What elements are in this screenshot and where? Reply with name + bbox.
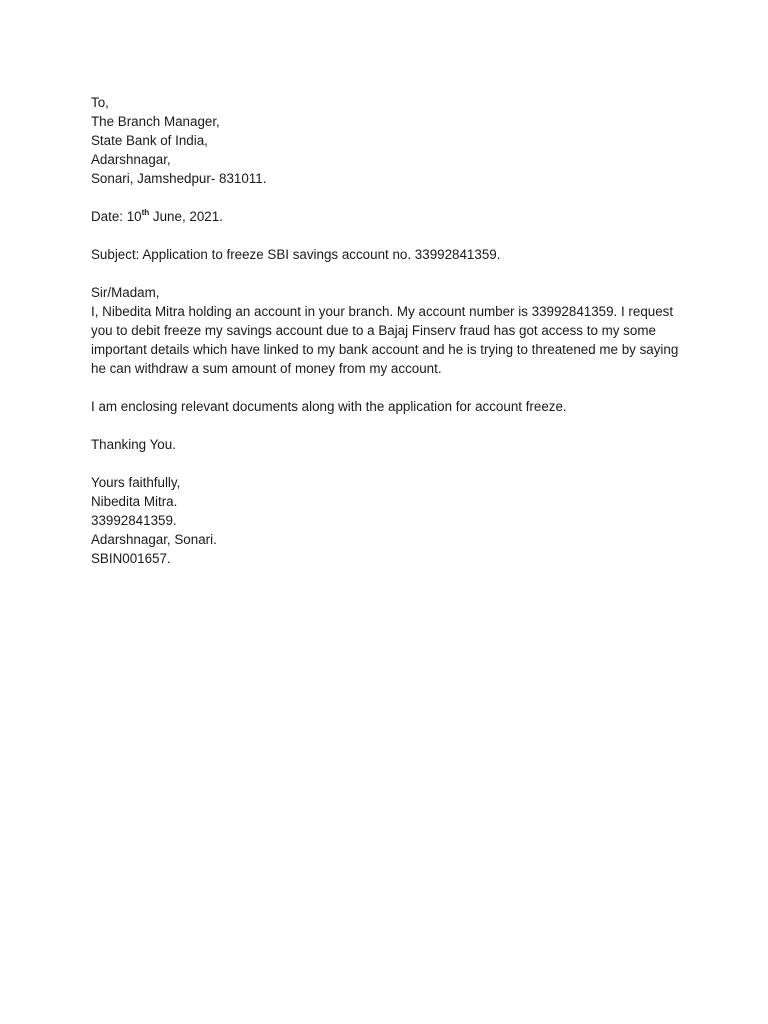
date-line xyxy=(91,207,681,226)
closing-account: 33992841359. xyxy=(91,513,177,528)
address-bank: State Bank of India, xyxy=(91,133,208,148)
recipient-address xyxy=(91,93,681,188)
body-section xyxy=(91,283,681,378)
letter-body xyxy=(91,93,681,587)
address-city: Sonari, Jamshedpur- 831011. xyxy=(91,171,267,186)
closing-name: Nibedita Mitra. xyxy=(91,494,178,509)
closing-ifsc: SBIN001657. xyxy=(91,551,171,566)
address-recipient: The Branch Manager, xyxy=(91,114,220,129)
address-to: To, xyxy=(91,95,109,110)
date-suffix: June, 2021. xyxy=(149,209,223,224)
salutation: Sir/Madam, xyxy=(91,285,160,300)
subject-line xyxy=(91,245,681,264)
closing-address: Adarshnagar, Sonari. xyxy=(91,532,217,547)
thanks-text: Thanking You. xyxy=(91,437,176,452)
closing-signoff: Yours faithfully, xyxy=(91,475,181,490)
date-superscript: th xyxy=(141,207,150,217)
address-area: Adarshnagar, xyxy=(91,152,171,167)
body-paragraph-1: I, Nibedita Mitra holding an account in your branch. My account number is 33992841359. I request you to debit freeze my savings account due to a Bajaj Finserv fraud has got access to my some important details which have linked to my bank account and he is trying to threatened me by saying he can withdraw a sum amount of money from my account. xyxy=(91,304,679,376)
body-paragraph-2: I am enclosing relevant documents along with the application for account freeze. xyxy=(91,399,567,414)
subject-text: Subject: Application to freeze SBI savings account no. 33992841359. xyxy=(91,247,501,262)
body-section-2 xyxy=(91,397,681,416)
closing-section xyxy=(91,473,681,568)
thanks-section xyxy=(91,435,681,454)
date-prefix: Date: 10 xyxy=(91,209,142,224)
